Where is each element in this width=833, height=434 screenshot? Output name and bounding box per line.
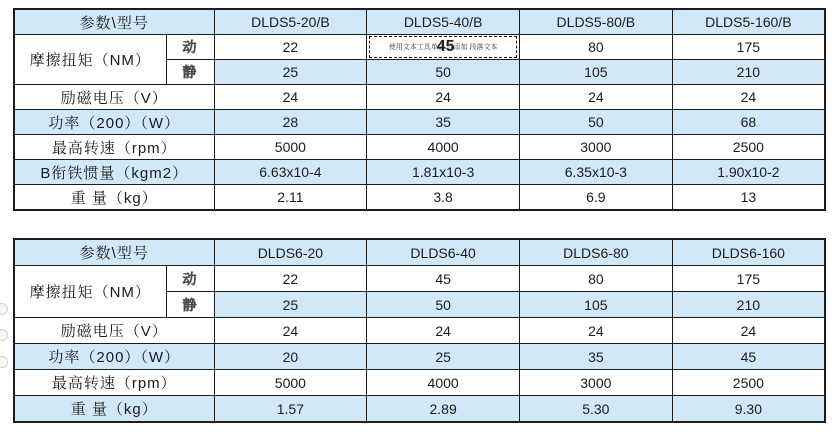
model-header-cell: DLDS5-20/B [214, 9, 367, 35]
value-cell: 6.63x10-4 [214, 160, 367, 185]
edge-artifact-dot [0, 356, 8, 368]
dynamic-label: 动 [182, 270, 198, 287]
value-cell: 22 [214, 266, 367, 292]
row-label-cell: 功率（200）（W） [14, 110, 214, 135]
value-cell: 80 [519, 266, 672, 292]
value-cell: 80 [519, 35, 672, 60]
param-row [14, 110, 825, 135]
row-label-cell: 最高转速（rpm） [14, 370, 214, 396]
value-cell: 210 [672, 292, 825, 318]
value-cell: 5000 [214, 135, 367, 160]
static-label-cell [166, 60, 214, 85]
value-cell: 28 [214, 110, 367, 135]
value-cell: 24 [672, 318, 825, 344]
value-cell: 24 [367, 85, 520, 110]
model-header-cell: DLDS5-160/B [672, 9, 825, 35]
torque-label-cell: 摩擦扭矩（NM） [14, 266, 166, 318]
value-cell: 50 [367, 60, 520, 85]
spec-table-dlds6 [13, 238, 826, 423]
torque-dynamic-row [14, 266, 825, 292]
dynamic-label-cell [166, 35, 214, 60]
value-cell: 5.30 [519, 396, 672, 423]
param-row [14, 185, 825, 211]
torque-dynamic-row [14, 35, 825, 60]
param-row [14, 85, 825, 110]
value-cell: 45 [367, 266, 520, 292]
value-cell: 4000 [367, 135, 520, 160]
row-label-cell: 重 量（kg） [14, 396, 214, 423]
model-header-cell: DLDS5-80/B [519, 9, 672, 35]
value-cell [367, 35, 520, 60]
model-header-cell: DLDS6-40 [367, 239, 520, 266]
edge-artifact-dot [0, 329, 8, 341]
value-cell: 50 [367, 292, 520, 318]
value-cell: 25 [367, 344, 520, 370]
value-cell: 24 [519, 85, 672, 110]
param-row [14, 396, 825, 423]
row-label-cell: 重 量（kg） [14, 185, 214, 211]
value-cell: 24 [672, 85, 825, 110]
value-cell: 1.81x10-3 [367, 160, 520, 185]
value-cell: 6.9 [519, 185, 672, 211]
value-cell: 35 [367, 110, 520, 135]
value-cell: 50 [519, 110, 672, 135]
param-row [14, 370, 825, 396]
value-cell: 9.30 [672, 396, 825, 423]
value-cell: 3000 [519, 135, 672, 160]
value-cell: 25 [214, 60, 367, 85]
value-cell: 25 [214, 292, 367, 318]
value-cell: 1.90x10-2 [672, 160, 825, 185]
value-cell: 105 [519, 292, 672, 318]
value-cell: 13 [672, 185, 825, 211]
spec-table-dlds6-body [14, 239, 825, 422]
param-row [14, 318, 825, 344]
spec-table-dlds5 [13, 8, 826, 211]
spec-table-dlds5-body [14, 9, 825, 210]
value-cell: 4000 [367, 370, 520, 396]
param-header-cell: 参数\型号 [14, 9, 214, 35]
row-label-cell: 励磁电压（V） [14, 318, 214, 344]
value-cell: 105 [519, 60, 672, 85]
value-cell: 175 [672, 266, 825, 292]
row-label-cell: 最高转速（rpm） [14, 135, 214, 160]
edge-artifact-dot [0, 303, 8, 315]
model-header-cell: DLDS6-20 [214, 239, 367, 266]
dynamic-label: 动 [182, 39, 198, 55]
model-header-cell: DLDS6-80 [519, 239, 672, 266]
header-row [14, 239, 825, 266]
value-cell: 2500 [672, 135, 825, 160]
param-row [14, 135, 825, 160]
value-cell: 175 [672, 35, 825, 60]
header-row [14, 9, 825, 35]
param-row [14, 344, 825, 370]
value-cell: 22 [214, 35, 367, 60]
static-label: 静 [182, 296, 198, 313]
row-label-cell: 励磁电压（V） [14, 85, 214, 110]
value-cell: 3000 [519, 370, 672, 396]
placeholder-textbox[interactable] [369, 36, 517, 58]
value-cell: 5000 [214, 370, 367, 396]
static-label-cell [166, 292, 214, 318]
row-label-cell: B衔铁惯量（kgm2） [14, 160, 214, 185]
torque-label-cell: 摩擦扭矩（NM） [14, 35, 166, 85]
value-cell: 2500 [672, 370, 825, 396]
placeholder-text-suffix: 以添加 段落文本 [446, 44, 498, 51]
value-cell: 1.57 [214, 396, 367, 423]
value-cell: 24 [214, 318, 367, 344]
value-cell: 35 [519, 344, 672, 370]
value-cell: 2.11 [214, 185, 367, 211]
placeholder-value: 45 [436, 38, 455, 55]
model-header-cell: DLDS6-160 [672, 239, 825, 266]
value-cell: 2.89 [367, 396, 520, 423]
param-row [14, 160, 825, 185]
param-header-cell: 参数\型号 [14, 239, 214, 266]
value-cell: 68 [672, 110, 825, 135]
value-cell: 210 [672, 60, 825, 85]
model-header-cell: DLDS5-40/B [367, 9, 520, 35]
static-label: 静 [182, 64, 198, 80]
placeholder-text-prefix: 使用文本工具单击 [388, 44, 445, 51]
value-cell: 24 [367, 318, 520, 344]
value-cell: 6.35x10-3 [519, 160, 672, 185]
value-cell: 45 [672, 344, 825, 370]
value-cell: 24 [519, 318, 672, 344]
dynamic-label-cell [166, 266, 214, 292]
row-label-cell: 功率（200）（W） [14, 344, 214, 370]
value-cell: 3.8 [367, 185, 520, 211]
value-cell: 20 [214, 344, 367, 370]
value-cell: 24 [214, 85, 367, 110]
